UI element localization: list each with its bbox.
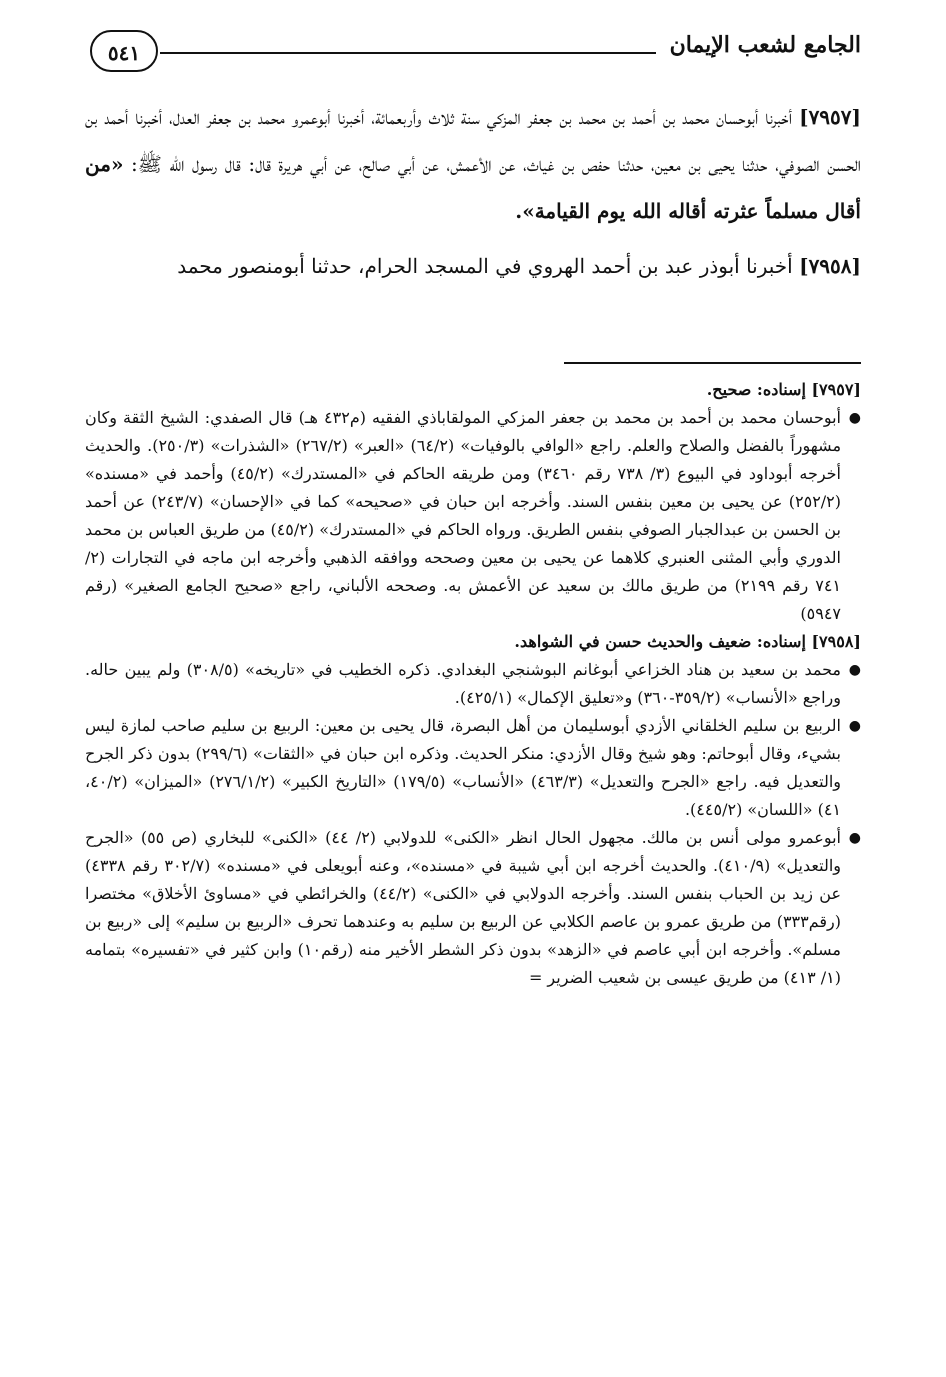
hadith-text: أخبرنا أبوذر عبد بن أحمد الهروي في المسجد الحرام، حدثنا أبومنصور محمد bbox=[177, 254, 793, 278]
footnote-separator bbox=[564, 362, 861, 364]
footnote-text: الربيع بن سليم الخلقاني الأزدي أبوسليمان من أهل البصرة، قال يحيى بن معين: الربيع بن سليم صاحب لمازة ليس بشيء، وقال أبوحاتم: وهو شيخ وقال الأزدي: منكر الحديث. وذكره ابن حبان في «الثقات» (٢٩٩/٦) بدون ذكر الجرح والتعديل فيه. راجع «الجرح والتعديل» (٤٦٣/٣) «الأنساب» (١٧٩/٥) «التاريخ الكبير» (٢٧٦/١/٢) «الميزان» (٤٠/٢، ٤١) «اللسان» (٤٤٥/٢). bbox=[85, 716, 842, 819]
footnotes bbox=[85, 376, 861, 992]
bullet-icon: ● bbox=[848, 718, 861, 734]
hadith-number: [٧٩٥٨] bbox=[799, 254, 861, 278]
footnote-item bbox=[85, 656, 861, 712]
footnote-text: محمد بن سعيد بن هناد الخزاعي أبوغانم البوشنجي البغدادي. ذكره الخطيب في «تاريخه» (٣٠٨/٥) ولم يبين حاله. وراجع «الأنساب» (٣٥٩/٢-٣٦٠) و«تعليق الإكمال» (٤٢٥/١). bbox=[85, 660, 842, 707]
footnote-text: أبوعمرو مولى أنس بن مالك. مجهول الحال انظر «الكنى» للدولابي (٢/ ٤٤) «الكنى» للبخاري (ص ٥٥) «الجرح والتعديل» (٤١٠/٩). والحديث أخرجه ابن أبي شيبة في «مسنده»، وعنه أبويعلى في «مسنده» (٣٠٢/٧ رقم ٤٣٣٨) عن زيد بن الحباب بنفس السند. وأخرجه الدولابي في «الكنى» (٤٤/٢) والخرائطي في «مساوئ الأخلاق» مختصرا (رقم٣٣٣) من طريق عمرو بن عاصم الكلابي عن الربيع بن سليم به وعندهما تحرف «الربيع بن سليم» إلى «ربيع بن مسلم». وأخرجه ابن أبي عاصم في «الزهد» بدون ذكر الشطر الأخير منه (رقم١٠) وابن كثير في «تفسيره» بتمامه (١/ ٤١٣) من طريق عيسى بن شعيب الضرير = bbox=[85, 828, 842, 987]
hadith-7958 bbox=[85, 243, 861, 290]
hadith-quote: «من أقال مسلماً عثرته أقاله الله يوم القيامة». bbox=[85, 152, 861, 223]
hadith-7957 bbox=[85, 94, 861, 235]
running-title: الجامع لشعب الإيمان bbox=[669, 32, 861, 58]
page-number: ٥٤١ bbox=[90, 30, 158, 72]
page-header bbox=[90, 28, 861, 78]
bullet-icon: ● bbox=[848, 830, 861, 846]
hadith-number: [٧٩٥٧] bbox=[799, 105, 861, 129]
footnote-item bbox=[85, 404, 861, 628]
main-text bbox=[85, 94, 861, 290]
footnote-text: أبوحسان محمد بن أحمد بن محمد بن جعفر المزكي المولقاباذي الفقيه (م٤٣٢ هـ) قال الصفدي: الشيخ الثقة وكان مشهوراً بالفضل والصلاح والعلم. راجع «الوافي بالوفيات» (٦٤/٢) «العبر» (٢٦٧/٢) «الشذرات» (٢٥٠/٣). والحديث أخرجه أبوداود في البيوع (٣/ ٧٣٨ رقم ٣٤٦٠) ومن طريقه الحاكم في «المستدرك» (٤٥/٢) وأحمد في «مسنده» (٢٥٢/٢) عن يحيى بن معين بنفس السند. وأخرجه ابن حبان في «صحيحه» كما في «الإحسان» (٢٤٣/٧) عن أحمد بن الحسن بن عبدالجبار الصوفي بنفس الطريق. ورواه الحاكم في «المستدرك» (٤٥/٢) من طريق العباس بن محمد الدوري وأبي المثنى العنبري كلاهما عن يحيى بن معين وصححه ووافقه الذهبي وأخرجه ابن ماجه في التجارات (٢/ ٧٤١ رقم ٢١٩٩) من طريق مالك بن سعيد عن الأعمش به. وصححه الألباني، راجع «صحيح الجامع الصغير» (رقم ٥٩٤٧) bbox=[85, 408, 842, 623]
footnote-heading-7958: [٧٩٥٨] إسناده: ضعيف والحديث حسن في الشواهد. bbox=[514, 632, 861, 651]
bullet-icon: ● bbox=[848, 662, 861, 678]
bullet-icon: ● bbox=[848, 410, 861, 426]
footnote-item bbox=[85, 824, 861, 992]
hadith-text: أخبرنا أبوحسان محمد بن أحمد بن محمد بن جعفر المزكي سنة ثلاث وأربعمائة، أخبرنا أبوعمرو محمد بن جعفر العدل، أخبرنا أحمد بن الحسن الصوفي، حدثنا يحيى بن معين، حدثنا حفص بن غياث، عن الأعمش، عن أبي صالح، عن أبي هريرة قال: قال رسول الله ﷺ: bbox=[85, 105, 861, 176]
footnote-item bbox=[85, 712, 861, 824]
footnote-heading-7957: [٧٩٥٧] إسناده: صحيح. bbox=[706, 380, 861, 399]
header-rule bbox=[160, 52, 656, 54]
